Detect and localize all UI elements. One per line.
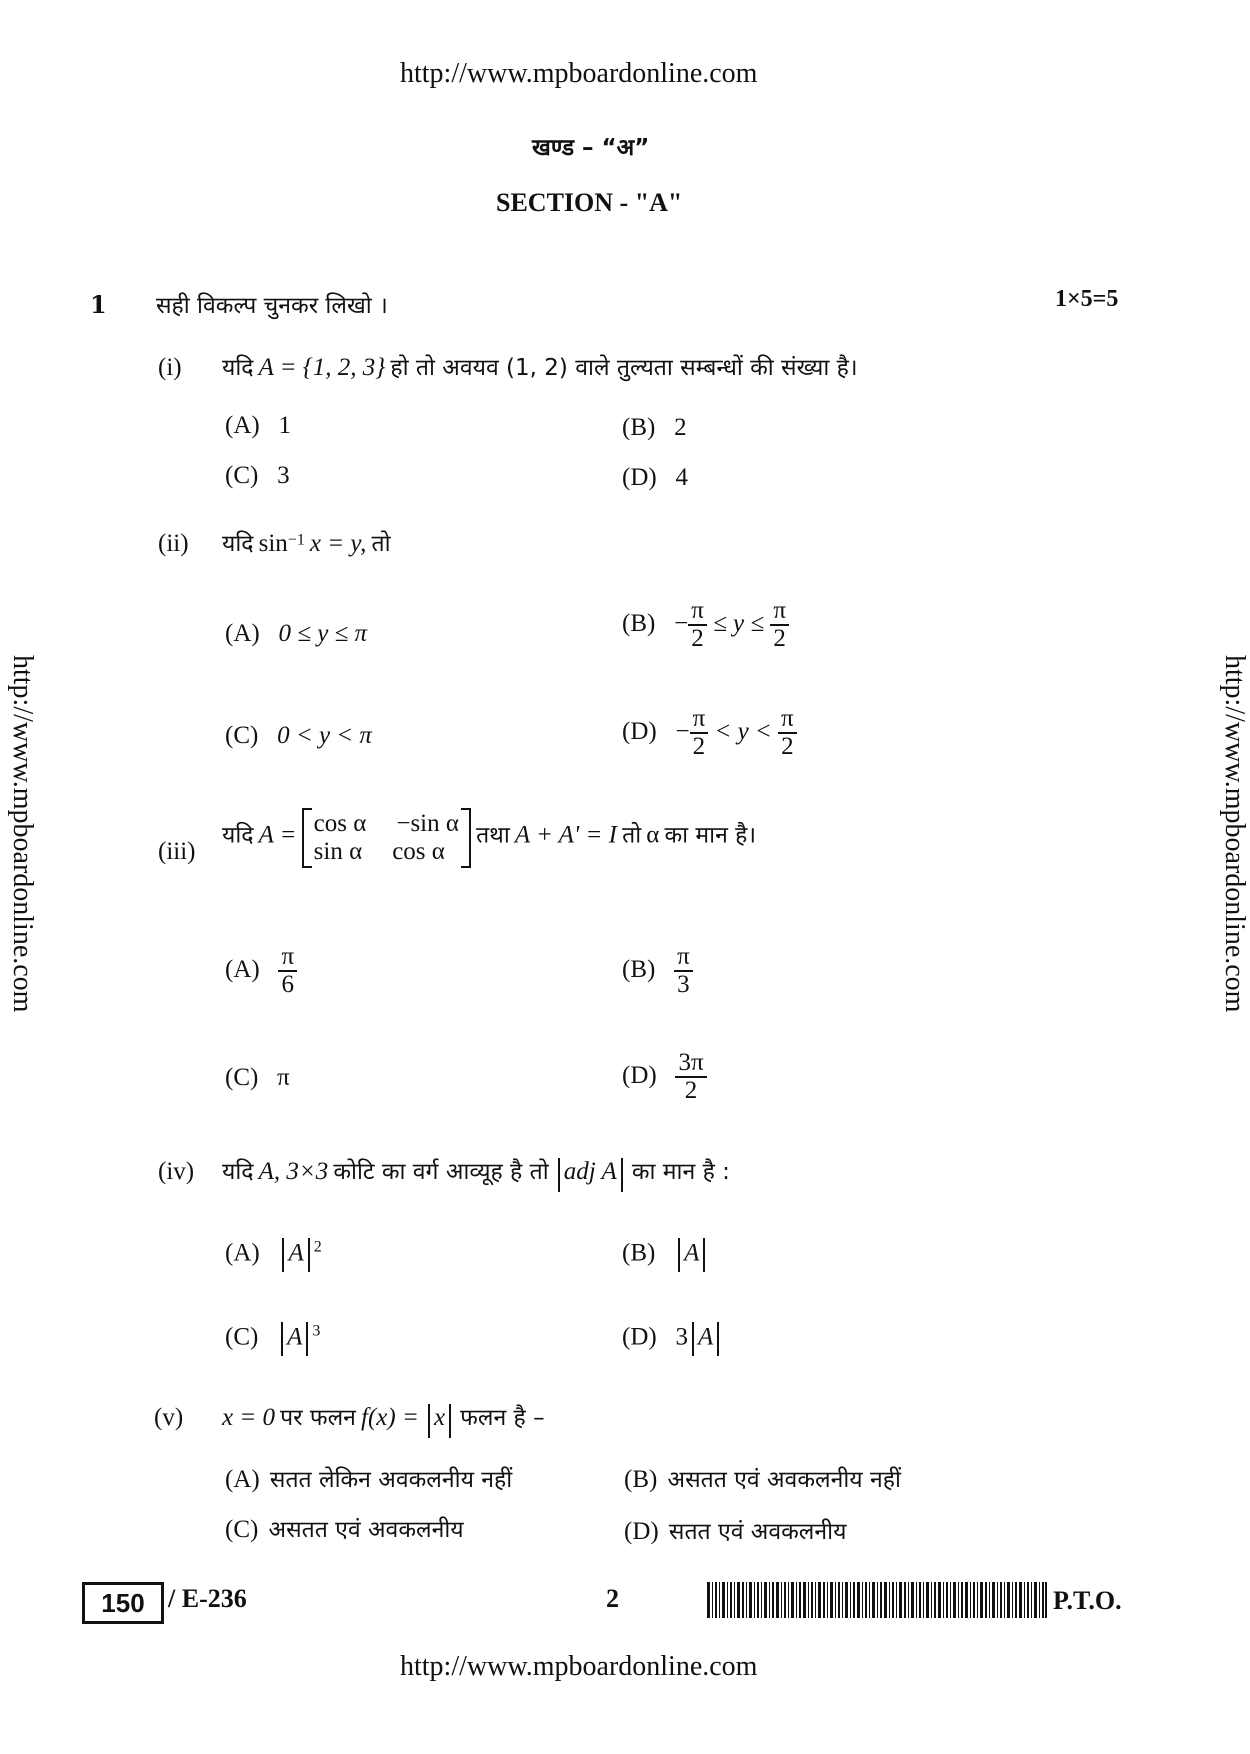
q2-option-a — [225, 620, 367, 648]
option-value: असतत एवं अवकलनीय नहीं — [667, 1467, 901, 1493]
q4-math-b: adj A — [563, 1158, 617, 1185]
matrix-cell: cos α — [392, 838, 445, 865]
coefficient: 3 — [675, 1323, 688, 1351]
fraction — [770, 598, 789, 653]
section-title: SECTION - "A" — [496, 188, 683, 217]
q3-stem — [222, 808, 756, 868]
q4-text-b: कोटि का वर्ग आव्यूह है तो — [333, 1159, 549, 1185]
q2-math-b: x = y, — [309, 530, 367, 557]
numerator: π — [688, 598, 707, 626]
fraction — [778, 706, 797, 761]
q2-option-b — [622, 598, 789, 653]
q5-option-b — [624, 1462, 901, 1494]
denominator: 3 — [677, 971, 690, 999]
q1-option-c — [225, 462, 290, 490]
abs-bar — [621, 1158, 623, 1192]
numerator: π — [674, 944, 693, 972]
exponent: 3 — [312, 1322, 321, 1340]
minus-sign: − — [674, 609, 689, 637]
option-value: π — [277, 1064, 290, 1091]
q1-option-a — [225, 412, 291, 440]
q5-text-b: फलन है – — [460, 1405, 545, 1431]
fraction — [674, 944, 693, 999]
option-label: (D) — [622, 1061, 657, 1089]
matrix-cell: cos α — [313, 810, 367, 837]
q3-math-b: A + A' = I — [514, 821, 617, 849]
q4-stem — [222, 1154, 730, 1192]
matrix — [302, 808, 471, 868]
fraction — [688, 598, 707, 653]
matrix-cell: sin α — [313, 838, 363, 865]
option-value: A — [287, 1323, 303, 1351]
q5-math-a: x = 0 — [222, 1404, 275, 1431]
abs-bar — [428, 1404, 430, 1438]
q5-label: (v) — [154, 1404, 184, 1431]
option-label: (B) — [624, 1466, 658, 1493]
q4-option-d — [622, 1322, 723, 1356]
option-label: (D) — [622, 1323, 657, 1351]
numerator: π — [690, 706, 709, 734]
matrix-row — [314, 838, 459, 866]
option-label: (B) — [622, 414, 656, 441]
q3-option-d — [622, 1050, 707, 1105]
fraction — [278, 944, 297, 999]
option-label: (A) — [225, 620, 260, 647]
question-number: 1 — [90, 290, 107, 319]
q2-text-b: तो — [371, 531, 391, 557]
q3-option-c — [225, 1064, 290, 1092]
option-value: 0 ≤ y ≤ π — [278, 620, 368, 647]
matrix-cell: −sin α — [396, 810, 459, 837]
inequality: < y < — [714, 717, 772, 745]
option-label: (A) — [225, 1466, 260, 1493]
abs-bar — [308, 1238, 310, 1272]
option-value: असतत एवं अवकलनीय — [268, 1517, 464, 1543]
abs-bar — [282, 1238, 284, 1272]
q3-math-c: α — [646, 821, 660, 849]
option-value: 0 < y < π — [277, 722, 372, 749]
option-value: 3 — [277, 462, 290, 489]
q3-text-d: का मान है। — [664, 822, 757, 849]
q4-option-c — [225, 1322, 320, 1356]
option-value: 4 — [675, 464, 688, 491]
option-value: A — [288, 1239, 304, 1267]
q5-option-c — [225, 1512, 464, 1544]
fraction — [690, 706, 709, 761]
option-label: (A) — [225, 955, 260, 983]
footer-url: http://www.mpboardonline.com — [400, 1651, 758, 1682]
fraction — [675, 1050, 706, 1105]
matrix-row — [314, 810, 459, 838]
abs-bar — [717, 1322, 719, 1356]
abs-bar — [703, 1238, 705, 1272]
q5-stem — [222, 1400, 545, 1438]
option-value: सतत लेकिन अवकलनीय नहीं — [269, 1467, 513, 1493]
option-value: A — [684, 1239, 700, 1267]
q4-option-a — [225, 1238, 322, 1272]
abs-bar — [678, 1238, 680, 1272]
paper-code: / E-236 — [168, 1584, 247, 1613]
exponent: 2 — [313, 1238, 322, 1256]
numerator: π — [278, 944, 297, 972]
q3-text-b: तथा — [476, 822, 510, 849]
q5-option-d — [624, 1514, 846, 1546]
option-label: (C) — [225, 1516, 259, 1543]
abs-bar — [692, 1322, 694, 1356]
q3-text-a: यदि — [222, 822, 254, 849]
q1-math-a: A = {1, 2, 3} — [258, 354, 386, 381]
q1-text-b: हो तो अवयव (1, 2) वाले तुल्यता सम्बन्धों की संख्या है। — [390, 355, 858, 381]
option-label: (C) — [225, 1064, 259, 1091]
numerator: 3π — [675, 1050, 706, 1078]
q2-math-a: sin — [258, 530, 288, 557]
denominator: 2 — [781, 733, 794, 761]
q3-option-a — [225, 944, 297, 999]
q2-stem — [222, 526, 391, 558]
q2-option-c — [225, 722, 372, 750]
abs-bar — [306, 1322, 308, 1356]
denominator: 6 — [281, 971, 295, 999]
q5-math-c: x — [433, 1404, 446, 1431]
denominator: 2 — [773, 625, 786, 653]
barcode-icon — [707, 1582, 1047, 1618]
page-number: 2 — [606, 1584, 619, 1613]
option-label: (D) — [622, 464, 657, 491]
q2-option-d — [622, 706, 797, 761]
q3-math-a: A = — [258, 821, 297, 849]
q4-math-a: A, 3×3 — [258, 1158, 329, 1185]
q5-math-b: f(x) = — [361, 1404, 419, 1431]
q1-option-b — [622, 414, 687, 442]
q2-text-a: यदि — [222, 531, 254, 557]
inequality: ≤ y ≤ — [713, 609, 765, 637]
question-instruction: सही विकल्प चुनकर लिखो । — [156, 293, 388, 319]
q3-label: (iii) — [158, 838, 196, 865]
q4-label: (iv) — [158, 1158, 195, 1185]
q4-text-c: का मान है : — [631, 1159, 730, 1185]
q1-text-a: यदि — [222, 355, 254, 381]
option-value: 2 — [674, 414, 687, 441]
q4-text-a: यदि — [222, 1159, 254, 1185]
denominator: 2 — [692, 733, 706, 761]
numerator: π — [778, 706, 797, 734]
option-label: (C) — [225, 462, 259, 489]
option-label: (C) — [225, 722, 259, 749]
denominator: 2 — [691, 625, 704, 653]
option-label: (D) — [622, 717, 657, 745]
option-label: (B) — [622, 609, 656, 637]
paper-code-box: 150 — [82, 1582, 164, 1624]
q2-label: (ii) — [158, 530, 189, 557]
option-label: (A) — [225, 412, 260, 439]
abs-bar — [449, 1404, 451, 1438]
option-value: सतत एवं अवकलनीय — [668, 1519, 847, 1545]
q2-sup: −1 — [287, 531, 305, 549]
numerator: π — [770, 598, 789, 626]
abs-bar — [558, 1158, 560, 1192]
minus-sign: − — [675, 717, 690, 745]
side-url-left: http://www.mpboardonline.com — [7, 655, 38, 1013]
pto-label: P.T.O. — [1053, 1586, 1122, 1615]
option-label: (B) — [622, 1239, 656, 1267]
q1-option-d — [622, 464, 688, 492]
abs-bar — [281, 1322, 283, 1356]
q3-option-b — [622, 944, 693, 999]
option-label: (B) — [622, 955, 656, 983]
q1-label: (i) — [158, 354, 182, 381]
section-hindi: खण्ड – “अ” — [532, 135, 650, 161]
q3-text-c: तो — [622, 822, 642, 849]
side-url-right: http://www.mpboardonline.com — [1219, 655, 1250, 1013]
q4-option-b — [622, 1238, 709, 1272]
option-label: (D) — [624, 1518, 659, 1545]
option-value: 1 — [278, 412, 291, 439]
option-label: (A) — [225, 1239, 260, 1267]
option-value: A — [697, 1323, 714, 1351]
question-marks: 1×5=5 — [1055, 286, 1119, 312]
header-url: http://www.mpboardonline.com — [400, 58, 758, 89]
q5-option-a — [225, 1462, 512, 1494]
q1-stem — [222, 350, 858, 382]
q5-text-a: पर फलन — [280, 1405, 356, 1431]
denominator: 2 — [684, 1077, 698, 1105]
option-label: (C) — [225, 1323, 259, 1351]
